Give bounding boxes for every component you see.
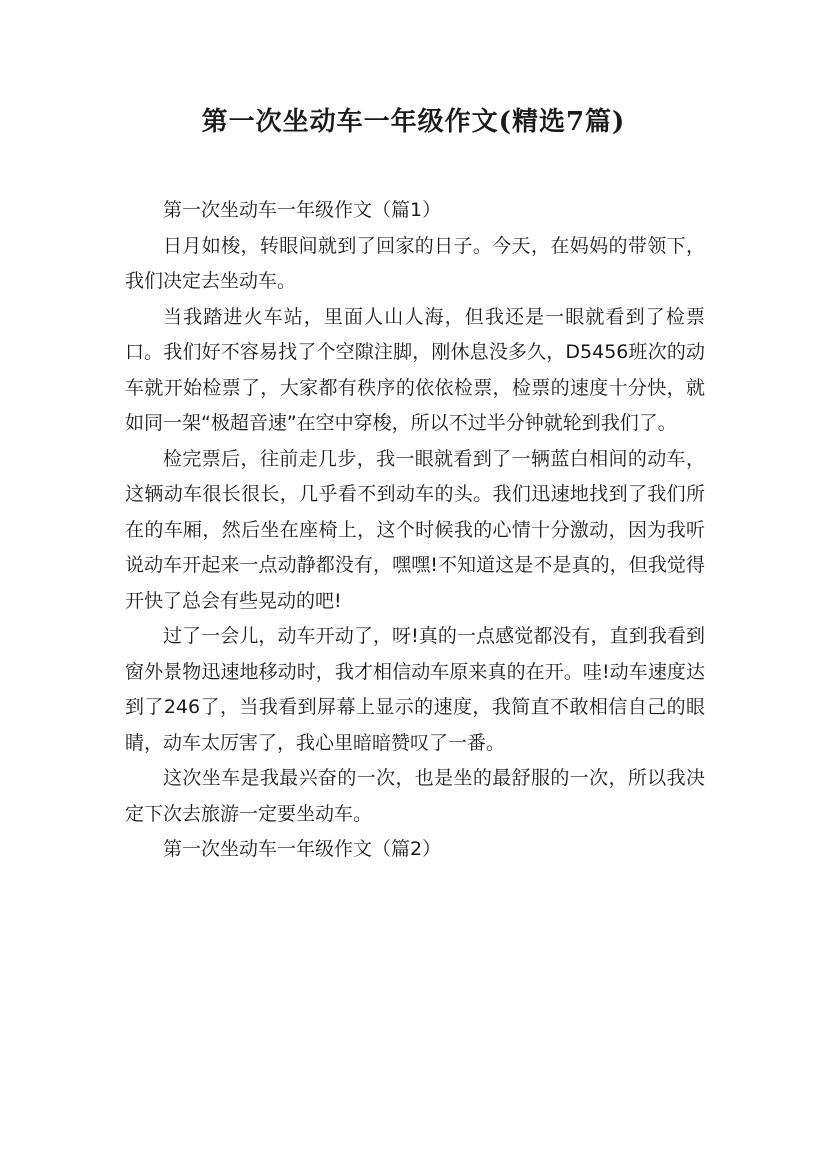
section-heading-2: 第一次坐动车一年级作文（篇2） (163, 838, 442, 860)
paragraph-2: 当我踏进火车站，里面人山人海，但我还是一眼就看到了检票口。我们好不容易找了个空隙注脚，刚休息没多久，D5456班次的动车就开始检票了，大家都有秩序的依依检票，检票的速度十分快，就如同一架“极超音速”在空中穿梭，所以不过半分钟就轮到我们了。 (125, 305, 705, 434)
paragraph-4: 过了一会儿，动车开动了，呀!真的一点感觉都没有，直到我看到窗外景物迅速地移动时，我才相信动车原来真的在开。哇!动车速度达到了246了，当我看到屏幕上显示的速度，我简直不敢相信自己的眼睛，动车太厉害了，我心里暗暗赞叹了一番。 (125, 625, 705, 754)
document-title: 第一次坐动车一年级作文(精选7篇) (201, 107, 626, 137)
section-heading-1: 第一次坐动车一年级作文（篇1） (163, 199, 442, 221)
paragraph-3: 检完票后，往前走几步，我一眼就看到了一辆蓝白相间的动车，这辆动车很长很长，几乎看不到动车的头。我们迅速地找到了我们所在的车厢，然后坐在座椅上，这个时候我的心情十分激动，因为我听说动车开起来一点动静都没有，嘿嘿!不知道这是不是真的，但我觉得开快了总会有些晃动的吧! (125, 447, 705, 612)
document-body (125, 193, 705, 868)
paragraph-1: 日月如梭，转眼间就到了回家的日子。今天，在妈妈的带领下，我们决定去坐动车。 (125, 234, 705, 292)
paragraph-5: 这次坐车是我最兴奋的一次，也是坐的最舒服的一次，所以我决定下次去旅游一定要坐动车。 (125, 767, 705, 825)
